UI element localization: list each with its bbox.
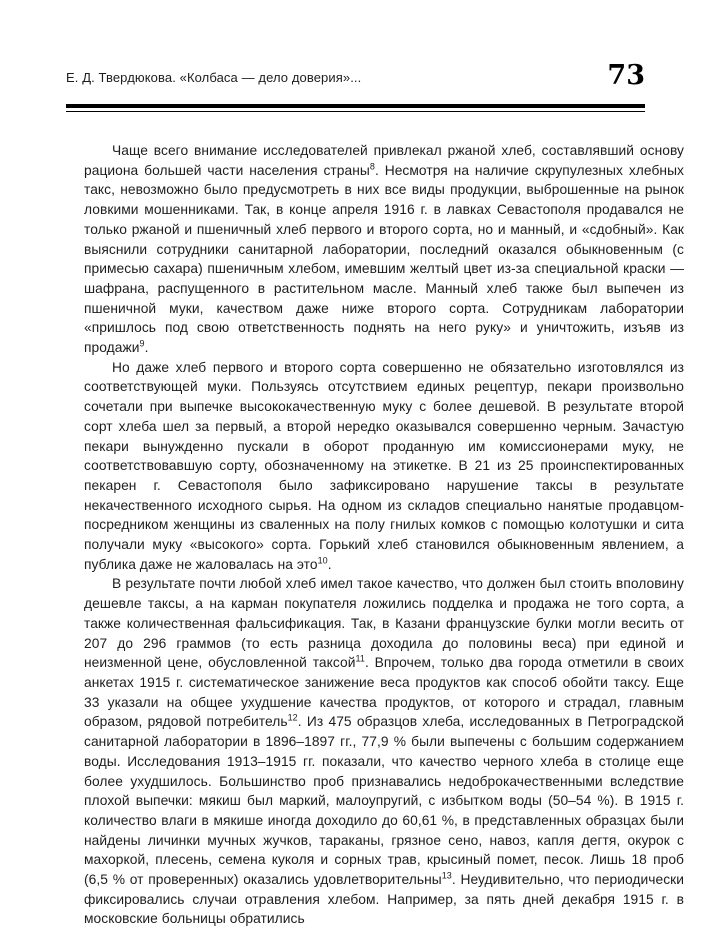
- footnote-ref: 11: [355, 653, 365, 664]
- footnote-ref: 13: [441, 870, 452, 881]
- page-header: [66, 54, 645, 92]
- page-number: 73: [607, 60, 645, 92]
- footnote-ref: 8: [369, 161, 375, 172]
- header-rule: [66, 104, 645, 112]
- article-body: [84, 141, 684, 929]
- header-rule-thin: [66, 111, 645, 113]
- footnote-ref: 12: [287, 712, 298, 723]
- paragraph: Чаще всего внимание исследователей привлекал ржаной хлеб, составлявший основу рациона большей части населения страны$^8$. Несмотря на наличие скрупулезных хлебных такс, невозможно было предусмотреть в них все виды продукции, выброшенные на рынок ловкими мошенниками. Так, в конце апреля 1916 г. в лавках Севастополя продавался не только ржаной и пшеничный хлеб первого и второго сорта, но и манный, и «сдобный». Как выяснили сотрудники санитарной лаборатории, последний оказался обыкновенным (с примесью сахара) пшеничным хлебом, имевшим желтый цвет из-за специальной краски — шафрана, распущенного в растительном масле. Манный хлеб также был выпечен из пшеничной муки, качеством даже ниже второго сорта. Сотрудникам лаборатории «пришлось под свою ответственность поднять на него руку» и уничтожить, изъяв из продажи$^9$.: [84, 143, 684, 356]
- footnote-ref: 9: [139, 338, 145, 349]
- footnote-ref: 10: [317, 555, 328, 566]
- paragraph: В результате почти любой хлеб имел такое качество, что должен был стоить вполовину дешевле таксы, а на карман покупателя ложились подделка и продажа не того сорта, а также количественная фальсификация. Так, в Казани французские булки могли весить от 207 до 296 граммов (то есть разница доходила до половины веса) при единой и неизменной цене, обусловленной таксой$^{11}$. Впрочем, только два города отметили в своих анкетах 1915 г. систематическое занижение веса продуктов как способ обойти таксу. Еще 33 указали на общее ухудшение качества продуктов, от которого и страдал, главным образом, рядовой потребитель$^{12}$. Из 475 образцов хлеба, исследованных в Петроградской санитарной лаборатории в 1896–1897 гг., 77,9 % были выпечены с большим содержанием воды. Исследования 1913–1915 гг. показали, что качество черного хлеба в столице еще более ухудшилось. Большинство проб признавались недоброкачественными вследствие плохой выпечки: мякиш был маркий, малоупругий, с избытком воды (50–54 %). В 1915 г. количество влаги в мякише иногда доходило до 60,61 %, в представленных образцах были найдены личинки мучных жучков, тараканы, грязное сено, навоз, капля дегтя, окурок с махоркой, плесень, семена куколя и сорных трав, крысиный помет, песок. Лишь 18 проб (6,5 % от проверенных) оказались удовлетворительны$^{13}$. Неудивительно, что периодически фиксировались случаи отравления хлебом. Например, за пять дней декабря 1915 г. в московские больницы обратились: [84, 576, 685, 927]
- paragraph: Но даже хлеб первого и второго сорта совершенно не обязательно изготовлялся из соответствующей муки. Пользуясь отсутствием единых рецептур, пекари произвольно сочетали при выпечке высококачественную муку с более дешевой. В результате второй сорт хлеба шел за первый, а второй нередко оказывался совершенно черным. Зачастую пекари вынужденно пускали в оборот проданную им комиссионерами муку, не соответствовавшую сорту, обозначенному на этикетке. В 21 из 25 проинспектированных пекарен г. Севастополя было зафиксировано нарушение таксы в результате некачественного исходного сырья. На одном из складов специально нанятые продавцом-посредником женщины из сваленных на полу гнилых комков с помощью колотушки и сита получали муку «высокого» сорта. Горький хлеб становился обыкновенным явлением, а публика даже не жаловалась на это$^{10}$.: [84, 359, 684, 572]
- running-title: Е. Д. Твердюкова. «Колбаса — дело доверия»...: [66, 70, 362, 85]
- header-rule-thick: [66, 104, 645, 108]
